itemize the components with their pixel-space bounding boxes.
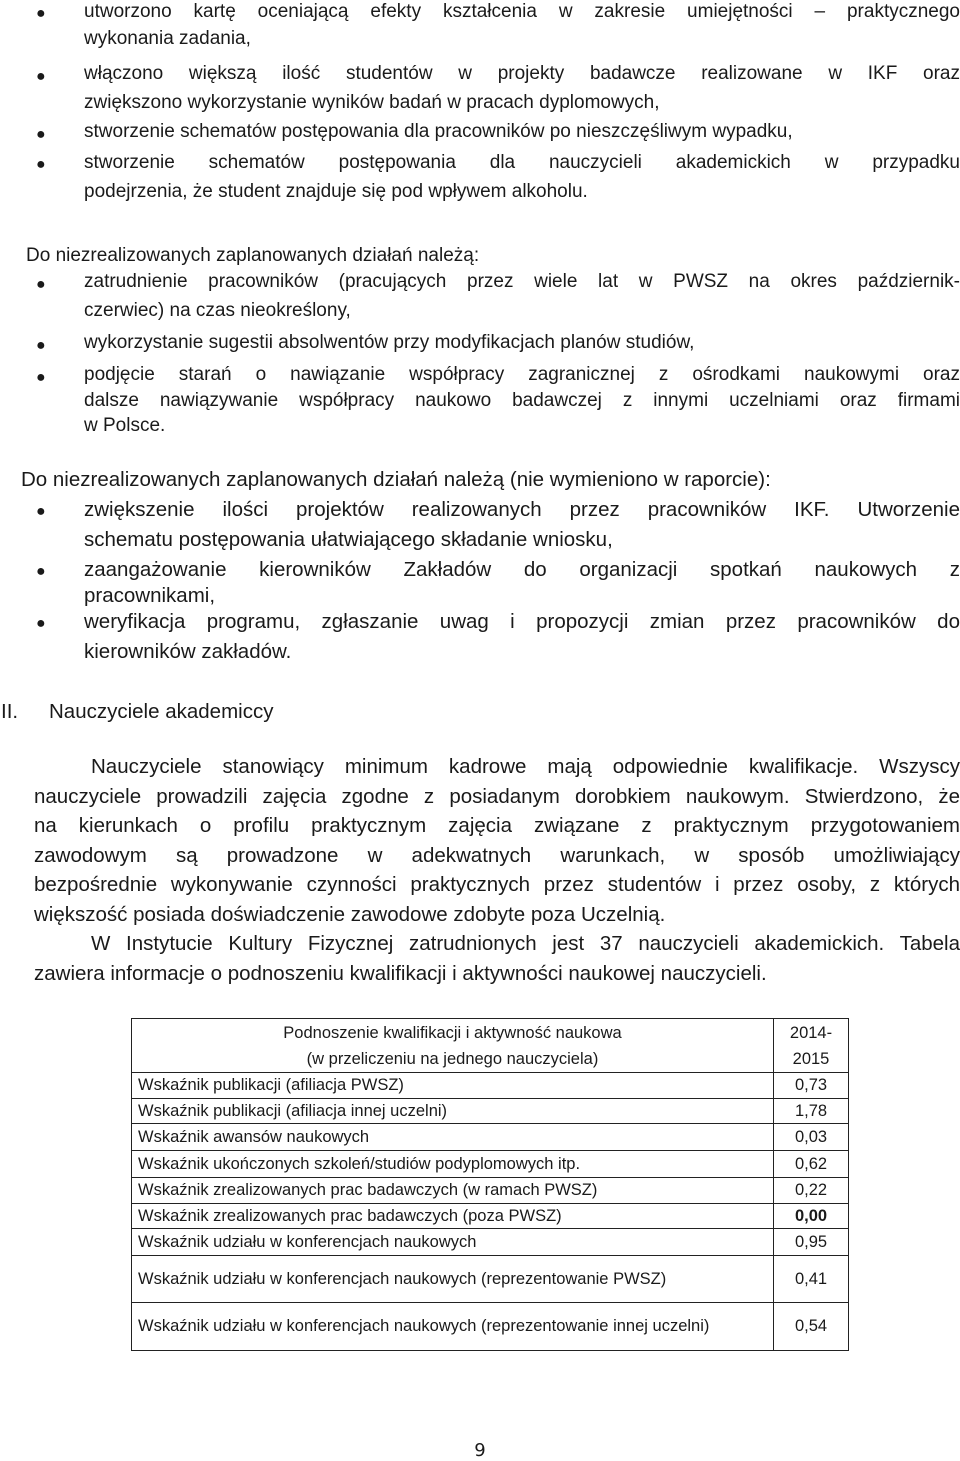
list-item bbox=[36, 267, 960, 328]
bullet-icon: ● bbox=[36, 615, 46, 632]
table-row bbox=[132, 1073, 849, 1099]
table-cell-label: Wskaźnik publikacji (afiliacja innej uczelni) bbox=[132, 1099, 774, 1124]
list-item-line: zatrudnienie pracowników (pracujących przez wiele lat w PWSZ na okres październik- bbox=[84, 271, 960, 292]
table-cell-value: 0,95 bbox=[774, 1229, 849, 1256]
bullet-icon: ● bbox=[36, 503, 46, 520]
list-item bbox=[36, 148, 960, 206]
chapter-title: Nauczyciele akademiccy bbox=[49, 700, 274, 723]
list-item-line: wykonania zadania, bbox=[84, 28, 251, 49]
list-item bbox=[36, 554, 960, 607]
list-item-line: włączono większą ilość studentów w projekty badawcze realizowane w IKF oraz bbox=[84, 63, 960, 84]
bullet-icon: ● bbox=[36, 563, 46, 580]
qualifications-table bbox=[131, 1018, 849, 1351]
list-item bbox=[36, 117, 960, 148]
list-item-line: wykorzystanie sugestii absolwentów przy modyfikacjach planów studiów, bbox=[84, 332, 695, 353]
table-header-cell bbox=[132, 1019, 774, 1073]
list-item bbox=[36, 328, 960, 360]
table-header-year bbox=[774, 1019, 849, 1073]
table-year-line: 2014- bbox=[789, 1023, 833, 1042]
table-cell-value: 0,62 bbox=[774, 1151, 849, 1178]
table-row bbox=[132, 1178, 849, 1204]
qualifications-paragraph bbox=[34, 752, 960, 929]
table-cell-label: Wskaźnik awansów naukowych bbox=[132, 1124, 774, 1151]
table-row bbox=[132, 1204, 849, 1229]
bullet-icon: ● bbox=[36, 126, 46, 143]
table-cell-label: Wskaźnik ukończonych szkoleń/studiów podyplomowych itp. bbox=[132, 1151, 774, 1178]
list-item-line: stworzenie schematów postępowania dla pracowników po nieszczęśliwym wypadku, bbox=[84, 121, 793, 142]
paragraph-line: zawodowym są prowadzone w adekwatnych warunkach, w sposób umożliwiający bbox=[34, 843, 960, 867]
paragraph-line: Nauczyciele stanowiący minimum kadrowe mają odpowiednie kwalifikacje. Wszyscy bbox=[91, 755, 960, 778]
table-cell-value: 0,00 bbox=[774, 1204, 849, 1229]
table-cell-label: Wskaźnik zrealizowanych prac badawczych (poza PWSZ) bbox=[132, 1204, 774, 1229]
table-header-row bbox=[132, 1019, 849, 1073]
bullet-icon: ● bbox=[36, 337, 46, 354]
section-heading: Do niezrealizowanych zaplanowanych działań należą (nie wymieniono w raporcie): bbox=[21, 468, 771, 491]
table-row bbox=[132, 1151, 849, 1178]
paragraph-line: nauczyciele prowadzili zajęcia zgodne z posiadanym dorobkiem naukowym. Stwierdzono, że bbox=[34, 784, 960, 808]
table-row bbox=[132, 1303, 849, 1351]
list-item-line: pracownikami, bbox=[84, 584, 216, 607]
table-row bbox=[132, 1256, 849, 1303]
list-item-line: w Polsce. bbox=[84, 415, 166, 436]
list-item bbox=[36, 59, 960, 117]
paragraph-line: większość posiada doświadczenie zawodowe zdobyte poza Uczelnią. bbox=[34, 902, 666, 926]
list-item-line: dalsze nawiązywanie współpracy naukowo badawczej z innymi uczelniami oraz firmami bbox=[84, 389, 960, 411]
table-cell-value: 0,73 bbox=[774, 1073, 849, 1099]
bullet-icon: ● bbox=[36, 369, 46, 386]
chapter-number: II. bbox=[1, 700, 19, 723]
table-cell-label: Wskaźnik udziału w konferencjach naukowych (reprezentowanie PWSZ) bbox=[132, 1256, 774, 1303]
list-item-line: stworzenie schematów postępowania dla nauczycieli akademickich w przypadku bbox=[84, 152, 960, 173]
paragraph-line: bezpośrednie wykonywanie czynności praktycznych przez studentów i przez osoby, z których bbox=[34, 873, 960, 896]
table-year-line: 2015 bbox=[792, 1049, 830, 1068]
table-cell-label: Wskaźnik publikacji (afiliacja PWSZ) bbox=[132, 1073, 774, 1099]
list-item-line: podjęcie starań o nawiązanie współpracy zagranicznej z ośrodkami naukowymi oraz bbox=[84, 364, 960, 385]
table-cell-value: 0,54 bbox=[774, 1303, 849, 1351]
list-item-line: weryfikacja programu, zgłaszanie uwag i propozycji zmian przez pracowników do bbox=[84, 610, 960, 633]
list-item bbox=[36, 0, 960, 59]
page-number: 9 bbox=[474, 1440, 486, 1461]
list-item-line: zaangażowanie kierowników Zakładów do organizacji spotkań naukowych z bbox=[84, 558, 960, 581]
table-cell-value: 0,41 bbox=[774, 1256, 849, 1303]
list-item-line: schematu postępowania ułatwiającego składanie wniosku, bbox=[84, 528, 613, 551]
table-header-line: Podnoszenie kwalifikacji i aktywność naukowa bbox=[283, 1023, 622, 1042]
table-row bbox=[132, 1229, 849, 1256]
list-item bbox=[36, 606, 960, 666]
list-item bbox=[36, 494, 960, 554]
table-cell-label: Wskaźnik udziału w konferencjach naukowych (reprezentowanie innej uczelni) bbox=[132, 1303, 774, 1351]
unrealized-actions-list bbox=[36, 267, 960, 439]
paragraph-line: na kierunkach o profilu praktycznym zajęcia związane z praktycznym przygotowaniem bbox=[34, 814, 960, 837]
section-heading: Do niezrealizowanych zaplanowanych działań należą: bbox=[26, 245, 480, 266]
bullet-icon: ● bbox=[36, 156, 46, 173]
table-cell-label: Wskaźnik udziału w konferencjach naukowych bbox=[132, 1229, 774, 1256]
list-item-line: zwiększenie ilości projektów realizowanych przez pracowników IKF. Utworzenie bbox=[84, 498, 960, 521]
bullet-icon: ● bbox=[36, 68, 46, 85]
list-item-line: utworzono kartę oceniającą efekty kształcenia w zakresie umiejętności – praktycznego bbox=[84, 1, 960, 22]
paragraph-line: W Instytucie Kultury Fizycznej zatrudnionych jest 37 nauczycieli akademickich. Tabela bbox=[91, 932, 960, 955]
unrealized-actions-not-reported-list bbox=[36, 494, 960, 666]
table-cell-value: 0,03 bbox=[774, 1124, 849, 1151]
bullet-icon: ● bbox=[36, 5, 46, 22]
table-cell-value: 0,22 bbox=[774, 1178, 849, 1204]
top-bullet-list bbox=[36, 0, 960, 206]
list-item-line: zwiększono wykorzystanie wyników badań w pracach dyplomowych, bbox=[84, 92, 660, 113]
list-item-line: kierowników zakładów. bbox=[84, 640, 292, 663]
bullet-icon: ● bbox=[36, 276, 46, 293]
table-cell-label: Wskaźnik zrealizowanych prac badawczych (w ramach PWSZ) bbox=[132, 1178, 774, 1204]
list-item bbox=[36, 360, 960, 439]
institute-paragraph bbox=[34, 929, 960, 988]
table-cell-value: 1,78 bbox=[774, 1099, 849, 1124]
table-row bbox=[132, 1124, 849, 1151]
table-row bbox=[132, 1099, 849, 1124]
table-header-line: (w przeliczeniu na jednego nauczyciela) bbox=[306, 1049, 599, 1068]
paragraph-line: zawiera informacje o podnoszeniu kwalifikacji i aktywności naukowej nauczycieli. bbox=[34, 961, 767, 985]
list-item-line: czerwiec) na czas nieokreślony, bbox=[84, 300, 351, 321]
list-item-line: podejrzenia, że student znajduje się pod wpływem alkoholu. bbox=[84, 181, 588, 202]
